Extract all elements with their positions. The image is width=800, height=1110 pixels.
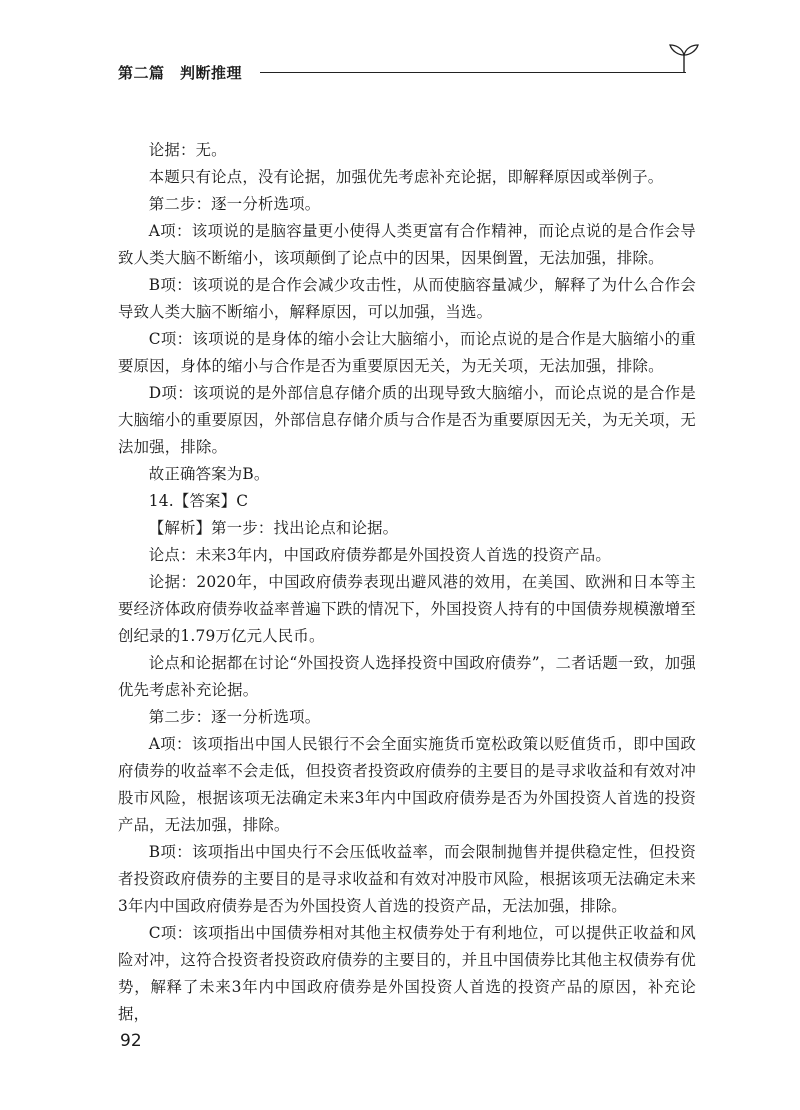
paragraph: 第二步：逐一分析选项。 [148, 195, 321, 213]
paragraph: 第二步：逐一分析选项。 [148, 708, 321, 726]
paragraph: B项：该项指出中国央行不会压低收益率，而会限制抛售并提供稳定性，但投资者投资政府债券的主要目的是寻求收益和有效对冲股市风险，根据该项无法确定未来3年内中国政府债券是否为外国投资人首选的投资产品，无法加强，排除。 [118, 843, 696, 915]
running-header [118, 58, 698, 88]
paragraph: 论点和论据都在讨论“外国投资人选择投资中国政府债券”，二者话题一致，加强优先考虑补充论据。 [118, 654, 696, 699]
paragraph: 论据：2020年，中国政府债券表现出避风港的效用，在美国、欧洲和日本等主要经济体政府债券收益率普遍下跌的情况下，外国投资人持有的中国债券规模激增至创纪录的1.79万亿元人民币。 [118, 573, 696, 645]
header-rule [260, 72, 686, 73]
answer-heading: 14.【答案】C [148, 492, 249, 510]
paragraph: B项：该项说的是合作会减少攻击性，从而使脑容量减少，解释了为什么合作会导致人类大脑不断缩小，解释原因，可以加强，当选。 [118, 276, 696, 321]
section-title: 第二篇 判断推理 [118, 64, 243, 82]
paragraph: D项：该项说的是外部信息存储介质的出现导致大脑缩小，而论点说的是合作是大脑缩小的重要原因，外部信息存储介质与合作是否为重要原因无关，为无关项，无法加强，排除。 [118, 384, 696, 456]
paragraph: C项：该项说的是身体的缩小会让大脑缩小，而论点说的是合作是大脑缩小的重要原因，身体的缩小与合作是否为重要原因无关，为无关项，无法加强，排除。 [118, 330, 696, 375]
analysis-heading: 【解析】第一步：找出论点和论据。 [148, 519, 399, 537]
paragraph: C项：该项指出中国债券相对其他主权债券处于有利地位，可以提供正收益和风险对冲，这符合投资者投资政府债券的主要目的，并且中国债券比其他主权债券有优势，解释了未来3年内中国政府债券是外国投资人首选的投资产品的原因，补充论据， [118, 924, 696, 1023]
paragraph: A项：该项说的是脑容量更小使得人类更富有合作精神，而论点说的是合作会导致人类大脑不断缩小，该项颠倒了论点中的因果，因果倒置，无法加强，排除。 [118, 222, 696, 267]
paragraph: 论点：未来3年内，中国政府债券都是外国投资人首选的投资产品。 [148, 546, 611, 564]
paragraph: 论据：无。 [148, 141, 227, 159]
paragraph: 本题只有论点，没有论据，加强优先考虑补充论据，即解释原因或举例子。 [148, 168, 664, 186]
leaf-sprout-icon [666, 42, 702, 74]
page-number: 92 [120, 1031, 142, 1051]
body-text [118, 137, 696, 1028]
paragraph: A项：该项指出中国人民银行不会全面实施货币宽松政策以贬值货币，即中国政府债券的收益率不会走低，但投资者投资政府债券的主要目的是寻求收益和有效对冲股市风险，根据该项无法确定未来3年内中国政府债券是否为外国投资人首选的投资产品，无法加强，排除。 [118, 735, 696, 834]
paragraph: 故正确答案为B。 [148, 465, 270, 483]
